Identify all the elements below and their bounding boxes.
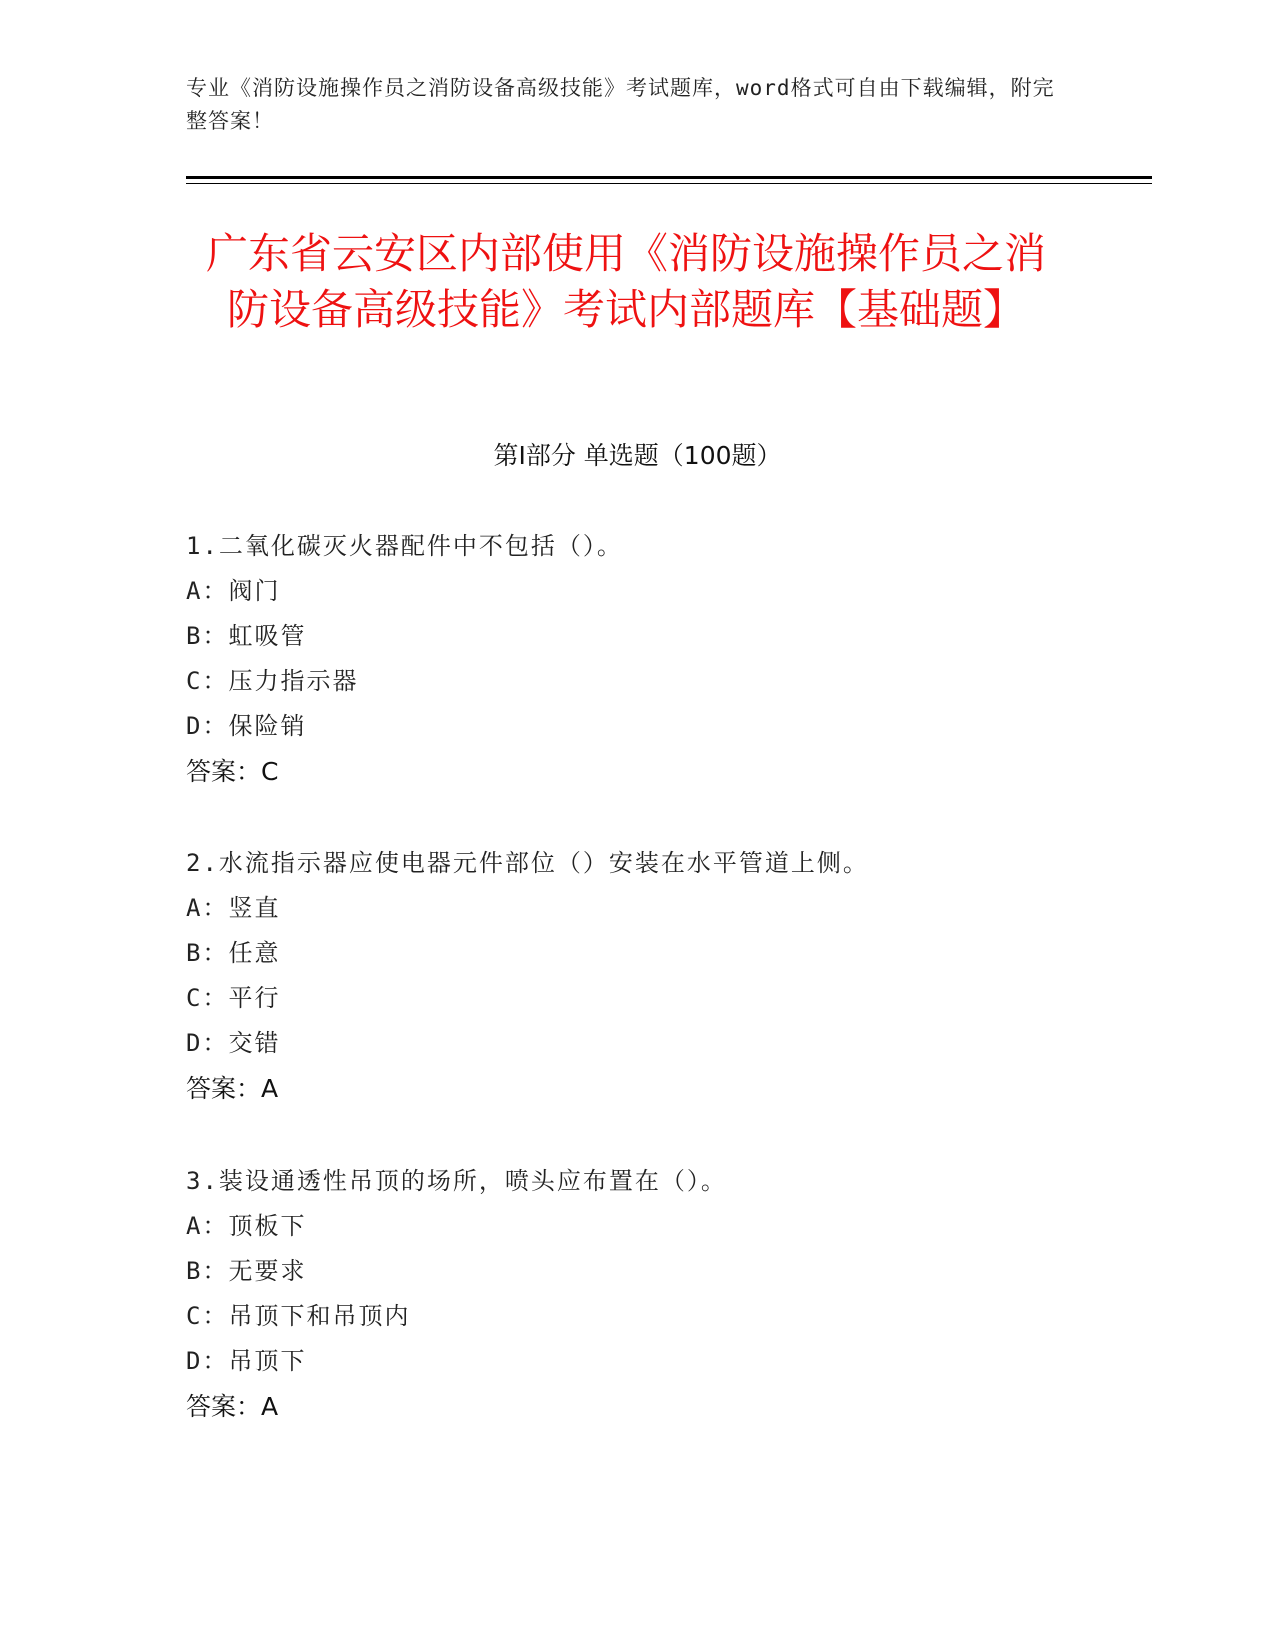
header-divider-thick	[186, 176, 1152, 179]
question-stem: 3.装设通透性吊顶的场所，喷头应布置在（）。	[186, 1167, 727, 1195]
answer-value: C	[261, 757, 279, 786]
option-b: B：无要求	[186, 1257, 307, 1285]
option-a: A：竖直	[186, 894, 281, 922]
answer-label: 答案：	[186, 1074, 262, 1103]
option-d: D：交错	[186, 1029, 281, 1057]
header-note: 专业《消防设施操作员之消防设备高级技能》考试题库，word格式可自由下载编辑，附完整答案！	[186, 76, 1055, 133]
option-c: C：平行	[186, 984, 281, 1012]
question-stem: 1.二氧化碳灭火器配件中不包括（）。	[186, 532, 623, 560]
option-c: C：吊顶下和吊顶内	[186, 1302, 411, 1330]
answer-line	[186, 749, 1146, 794]
answer-value: A	[261, 1074, 279, 1103]
document-title: 广东省云安区内部使用《消防设施操作员之消防设备高级技能》考试内部题库【基础题】	[205, 229, 1046, 334]
answer-label: 答案：	[186, 757, 262, 786]
answer-line	[186, 1066, 1146, 1111]
question-block	[186, 524, 1146, 794]
question-block	[186, 1159, 1146, 1429]
answer-line	[186, 1384, 1146, 1429]
answer-value: A	[261, 1392, 279, 1421]
answer-label: 答案：	[186, 1392, 262, 1421]
option-b: B：虹吸管	[186, 622, 307, 650]
option-c: C：压力指示器	[186, 667, 359, 695]
header-divider-thin	[186, 183, 1152, 184]
option-a: A：阀门	[186, 577, 281, 605]
option-d: D：保险销	[186, 712, 307, 740]
section-heading: 第Ⅰ部分 单选题（100题）	[493, 441, 782, 470]
question-stem: 2.水流指示器应使电器元件部位（）安装在水平管道上侧。	[186, 849, 869, 877]
option-a: A：顶板下	[186, 1212, 307, 1240]
question-block	[186, 841, 1146, 1111]
option-b: B：任意	[186, 939, 281, 967]
option-d: D：吊顶下	[186, 1347, 307, 1375]
